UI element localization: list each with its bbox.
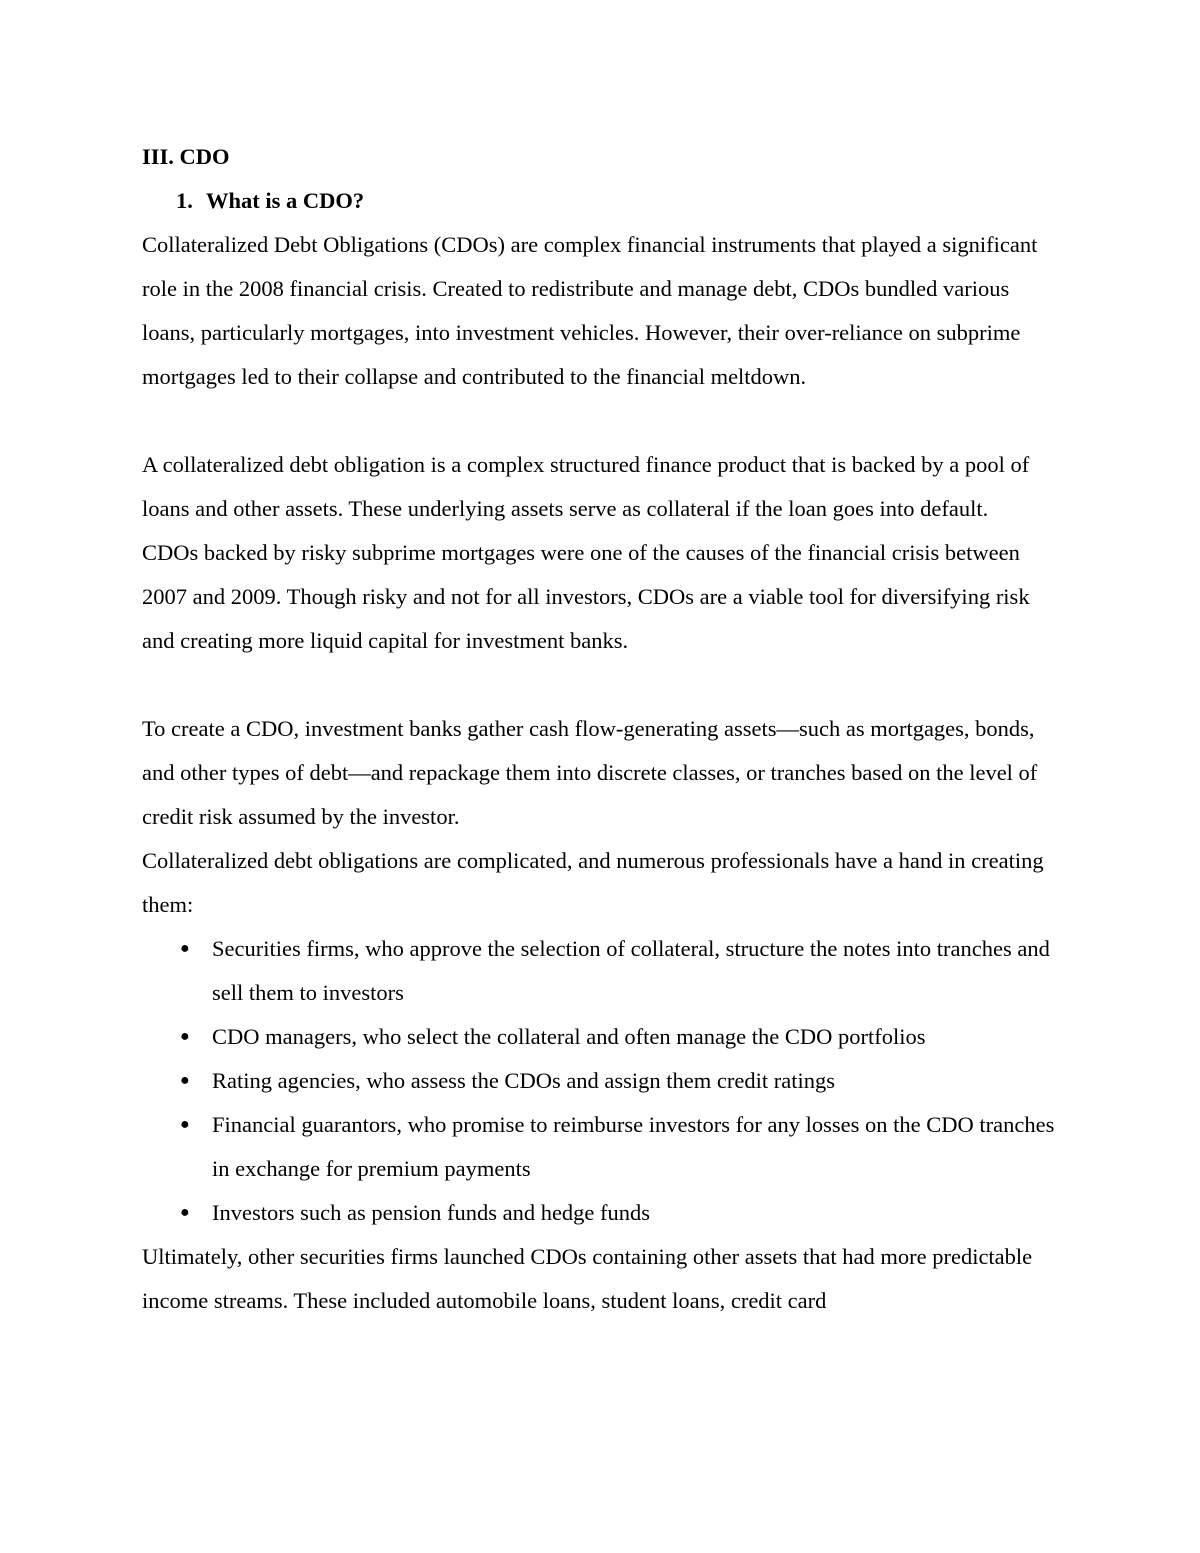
list-item-text: Rating agencies, who assess the CDOs and assign them credit ratings bbox=[212, 1068, 836, 1093]
list-item-text: Financial guarantors, who promise to reimburse investors for any losses on the CDO tranches in exchange for premium payments bbox=[212, 1112, 1055, 1181]
paragraph-cdo-overview: Collateralized Debt Obligations (CDOs) are complex financial instruments that played a significant role in the 2008 financial crisis. Created to redistribute and manage debt, CDOs bundled various loans, particularly mortgages, into investment vehicles. However, their over-reliance on subprime mortgages led to their collapse and contributed to the financial meltdown. bbox=[142, 232, 1038, 389]
bullet-icon: ● bbox=[180, 1072, 190, 1089]
list-item bbox=[180, 1103, 1062, 1191]
list-item bbox=[180, 1059, 1062, 1103]
paragraph-cdo-creation: To create a CDO, investment banks gather cash flow-generating assets—such as mortgages, bonds, and other types of debt—and repackage them into discrete classes, or tranches based on the level of credit risk assumed by the investor. bbox=[142, 716, 1038, 829]
bullet-icon: ● bbox=[180, 1116, 190, 1133]
list-item-text: Securities firms, who approve the selection of collateral, structure the notes into tranches and sell them to investors bbox=[212, 936, 1050, 1005]
subheading-text: What is a CDO? bbox=[206, 188, 365, 213]
list-item-text: CDO managers, who select the collateral and often manage the CDO portfolios bbox=[212, 1024, 926, 1049]
paragraph-cdo-professionals: Collateralized debt obligations are complicated, and numerous professionals have a hand in creating them: bbox=[142, 848, 1044, 917]
subheading-number: 1. bbox=[176, 188, 193, 213]
paragraph-spacer bbox=[142, 399, 1062, 443]
subheading bbox=[142, 179, 1062, 223]
bullet-icon: ● bbox=[180, 1204, 190, 1221]
paragraph-cdo-crisis: CDOs backed by risky subprime mortgages were one of the causes of the financial crisis between 2007 and 2009. Though risky and not for all investors, CDOs are a viable tool for diversifying risk and creating more liquid capital for investment banks. bbox=[142, 540, 1030, 653]
paragraph-cdo-definition: A collateralized debt obligation is a complex structured finance product that is backed by a pool of loans and other assets. These underlying assets serve as collateral if the loan goes into default. bbox=[142, 452, 1030, 521]
section-title: III. CDO bbox=[142, 144, 230, 169]
list-item-text: Investors such as pension funds and hedge funds bbox=[212, 1200, 651, 1225]
bullet-icon: ● bbox=[180, 940, 190, 957]
document-body bbox=[142, 135, 1062, 1323]
professionals-list bbox=[142, 927, 1062, 1235]
paragraph-other-assets: Ultimately, other securities firms launched CDOs containing other assets that had more predictable income streams. These included automobile loans, student loans, credit card bbox=[142, 1244, 1033, 1313]
paragraph-spacer bbox=[142, 663, 1062, 707]
list-item bbox=[180, 1191, 1062, 1235]
list-item bbox=[180, 927, 1062, 1015]
list-item bbox=[180, 1015, 1062, 1059]
bullet-icon: ● bbox=[180, 1028, 190, 1045]
